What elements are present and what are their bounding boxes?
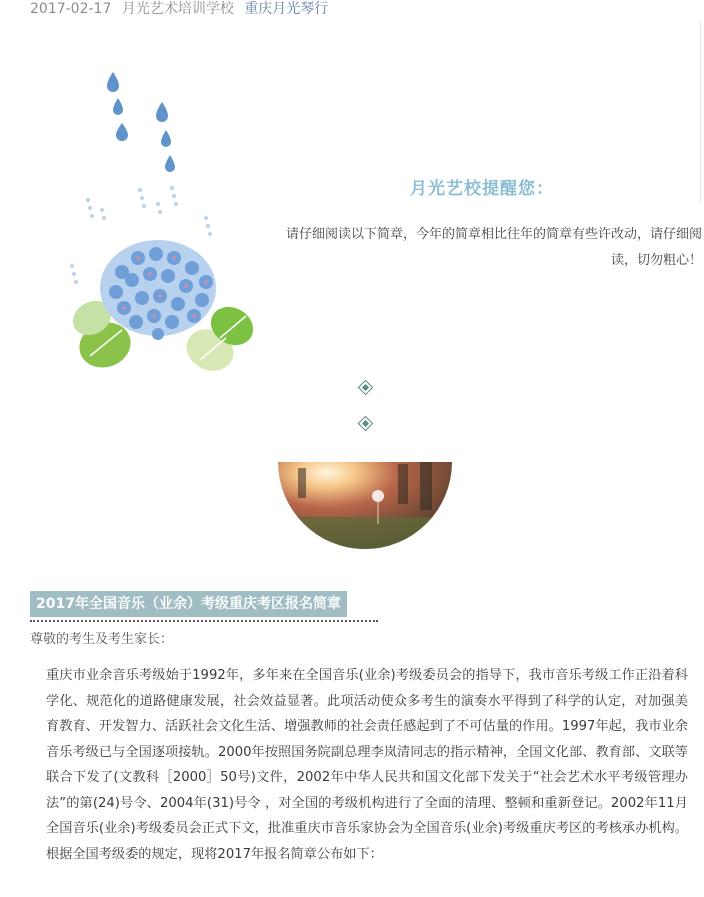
section-divider <box>30 620 378 622</box>
diamond-divider-icon <box>358 380 374 396</box>
side-divider <box>700 22 703 202</box>
salutation: 尊敬的考生及考生家长： <box>30 632 174 647</box>
account-link[interactable]: 重庆月光琴行 <box>244 1 329 17</box>
sunset-photo <box>278 462 452 549</box>
raindrop-icon <box>107 72 175 172</box>
diamond-divider-icon <box>358 416 374 432</box>
reminder-title: 月光艺校提醒您： <box>410 179 554 199</box>
author-name: 月光艺术培训学校 <box>121 1 234 17</box>
article-meta <box>30 0 334 20</box>
section-title: 2017年全国音乐（业余）考级重庆考区报名简章 <box>30 591 347 617</box>
publish-date: 2017-02-17 <box>30 1 112 17</box>
intro-paragraph: 重庆市业余音乐考级始于1992年，多年来在全国音乐(业余)考级委员会的指导下，我市音乐考级工作正沿着科学化、规范化的道路健康发展，社会效益显著。此项活动使众多考生的演奏水平得到了科学的认定，对加强美育教育、开发智力、活跃社会文化生活、增强教师的社会责任感起到了不可估量的作用。1997年起，我市业余音乐考级已与全国逐项接轨。2000年按照国务院副总理李岚清同志的指示精神，全国文化部、教育部、文联等联合下发了(文教科［2000］50号)文件，2002年中华人民共和国文化部下发关于“社会艺术水平考级管理办法”的第(24)号令、2004年(31)号令 ，对全国的考级机构进行了全面的清理、整顿和重新登记。2002年11月全国音乐(业余)考级委员会正式下文，批准重庆市音乐家协会为全国音乐(业余)考级重庆考区的考核承办机构。根据全国考级委的规定，现将2017年报名简章公布如下： <box>46 668 688 862</box>
reminder-text: 请仔细阅读以下简章，今年的简章相比往年的简章有些许改动，请仔细阅读，切勿粗心！ <box>285 227 702 268</box>
hydrangea-illustration <box>60 60 270 390</box>
